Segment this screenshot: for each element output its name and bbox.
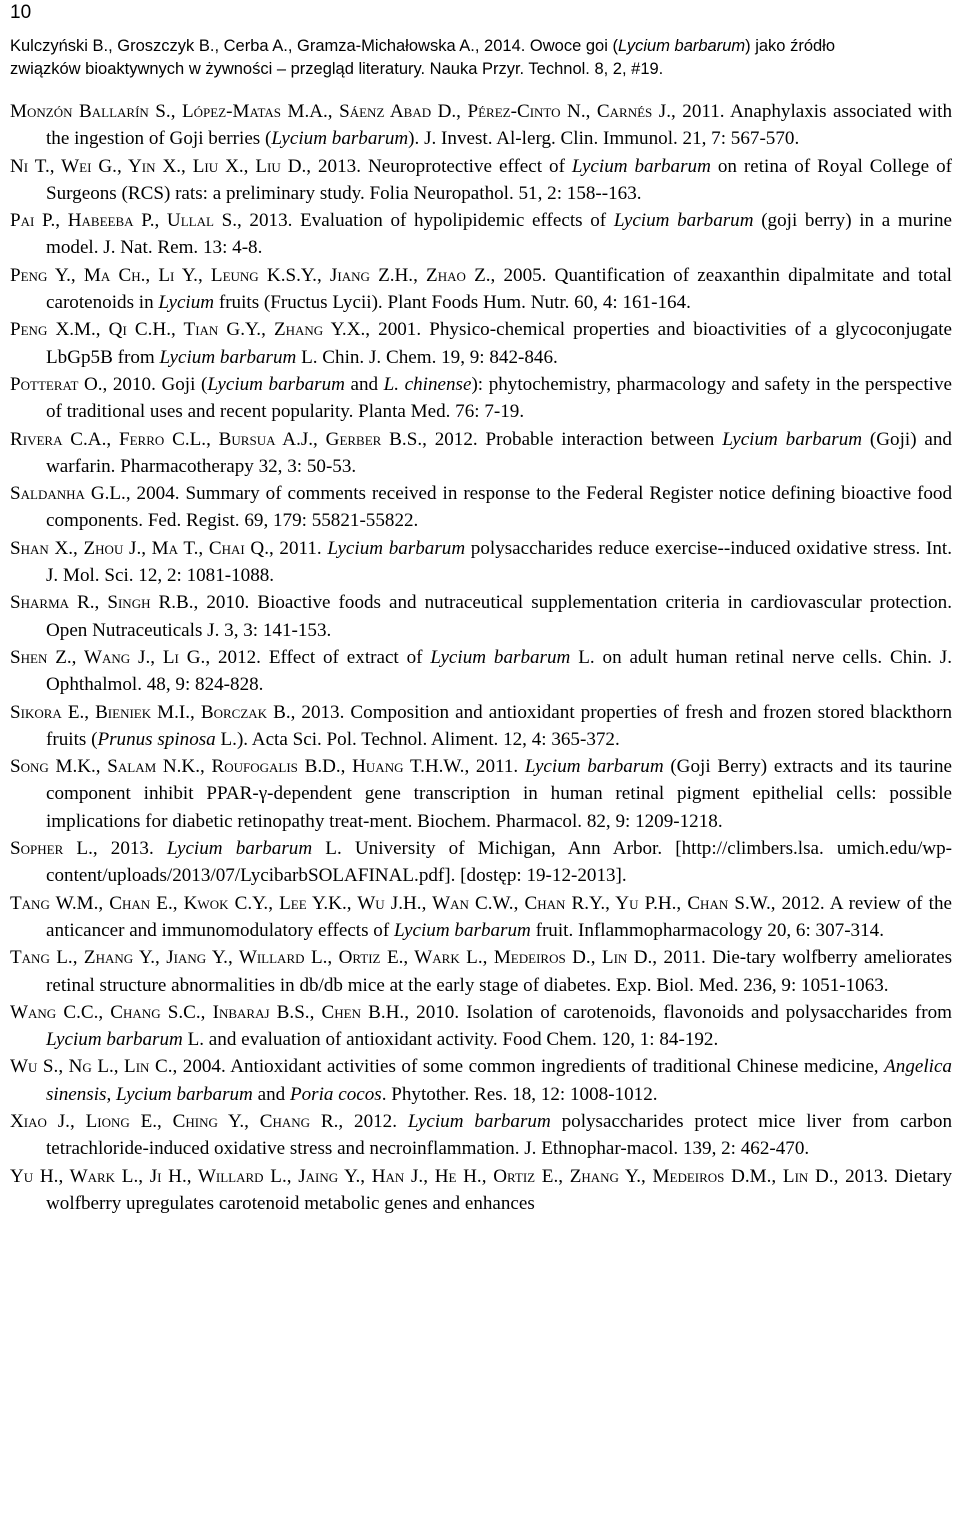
running-header	[10, 35, 950, 81]
reference-text: L. and evaluation of antioxidant activity. Food Chem. 120, 1: 84-192.	[182, 1029, 719, 1051]
reference-entry	[10, 535, 952, 590]
header-citation-line-1	[10, 35, 950, 58]
reference-italic-term: Lycium barbarum	[116, 1083, 253, 1105]
reference-entry	[10, 1053, 952, 1108]
reference-authors: Pai P., Habeeba P., Ullal S., 2013.	[10, 210, 293, 232]
reference-italic-term: Angelica sinensis	[46, 1056, 952, 1105]
reference-italic-term: Lycium barbarum	[159, 346, 297, 368]
reference-authors: Yu H., Wark L., Ji H., Willard L., Jaing Y., Han J., He H., Ortiz E., Zhang Y., Medeiros D.M., Lin D., 2013.	[10, 1165, 889, 1187]
reference-authors: Saldanha G.L., 2004.	[10, 483, 180, 505]
reference-italic-term: Poria cocos	[289, 1083, 382, 1105]
reference-text	[518, 756, 525, 777]
reference-entry	[10, 316, 952, 371]
reference-text: L.). Acta Sci. Pol. Technol. Aliment. 12, 4: 365-372.	[215, 728, 620, 750]
reference-italic-term: Lycium barbarum	[271, 128, 409, 150]
header-species-italic: Lycium barbarum	[617, 37, 746, 55]
header-text: ) jako źródło	[745, 37, 836, 55]
reference-entry	[10, 753, 952, 835]
reference-authors: Wang C.C., Chang S.C., Inbaraj B.S., Chen B.H., 2010.	[10, 1001, 460, 1023]
reference-authors: Shen Z., Wang J., Li G., 2012.	[10, 646, 261, 668]
reference-italic-term: Lycium barbarum	[407, 1110, 551, 1132]
reference-entry	[10, 1108, 952, 1163]
reference-text: A review of the anticancer and immunomodulatory effects of	[46, 892, 952, 941]
reference-authors: Sikora E., Bieniek M.I., Borczak B., 2013.	[10, 701, 345, 723]
reference-italic-term: Lycium	[158, 292, 215, 314]
reference-entry	[10, 589, 952, 644]
reference-list	[10, 98, 952, 1217]
reference-entry	[10, 835, 952, 890]
reference-text: L. Chin. J. Chem. 19, 9: 842-846.	[296, 346, 558, 368]
reference-text: Bioactive foods and nutraceutical supplementation criteria in cardiovascular protection. Open Nutraceuticals J. 3, 3: 141-153.	[46, 592, 952, 641]
reference-authors: Song M.K., Salam N.K., Roufogalis B.D., Huang T.H.W., 2011.	[10, 756, 519, 778]
reference-entry	[10, 1163, 952, 1218]
reference-text: Summary of comments received in response to the Federal Register notice defining bioactive food components. Fed. Regist. 69, 179: 55821-55822.	[46, 483, 952, 532]
reference-text: (goji berry) in a murine model. J. Nat. Rem. 13: 4-8.	[46, 210, 952, 259]
reference-entry	[10, 153, 952, 208]
reference-text: and	[252, 1083, 290, 1105]
reference-text: Isolation of carotenoids, flavonoids and polysaccharides from	[459, 1001, 952, 1023]
reference-text: Evaluation of hypolipidemic effects of	[292, 210, 614, 232]
reference-text: polysaccharides protect mice liver from carbon tetrachloride-induced oxidative stress and necroinflammation. J. Ethnophar-macol. 139, 2: 462-470.	[46, 1110, 952, 1160]
reference-text: L. University of Michigan, Ann Arbor. [http://climbers.lsa. umich.edu/wp-content/uploads/2013/07/LycibarbSOLAFINAL.pdf]. [dostęp: 19-12-2013].	[46, 838, 952, 887]
reference-text: ): phytochemistry, pharmacology and safety in the perspective of traditional uses and recent popularity. Planta Med. 76: 7-19.	[46, 373, 952, 423]
reference-text: polysaccharides reduce exercise--induced oxidative stress. Int. J. Mol. Sci. 12, 2: 1081-1088.	[46, 537, 952, 587]
reference-italic-term: Lycium barbarum	[46, 1029, 183, 1051]
reference-italic-term: Lycium barbarum	[571, 155, 711, 177]
reference-italic-term: Lycium barbarum	[430, 646, 571, 668]
reference-authors: Ni T., Wei G., Yin X., Liu X., Liu D., 2013.	[10, 155, 361, 177]
header-text: Kulczyński B., Groszczyk B., Cerba A., Gramza-Michałowska A., 2014. Owoce goi (	[10, 37, 618, 55]
reference-authors: Rivera C.A., Ferro C.L., Bursua A.J., Gerber B.S., 2012.	[10, 428, 478, 450]
reference-text: and	[344, 373, 384, 395]
reference-text: (Goji Berry) extracts and its taurine component inhibit PPAR-γ-dependent gene transcription in human retinal pigment epithelial cells: possible implications for diabetic retinopathy treat-ment. Biochem. Pharmacol. 82, 9: 1209-1218.	[46, 756, 952, 832]
reference-text: Effect of extract of	[260, 646, 431, 668]
reference-text: Probable interaction between	[477, 428, 723, 450]
reference-authors: Shan X., Zhou J., Ma T., Chai Q., 2011.	[10, 537, 322, 559]
reference-text: Antioxidant activities of some common ingredients of traditional Chinese medicine,	[225, 1056, 885, 1078]
reference-entry	[10, 480, 952, 535]
reference-authors: Potterat O., 2010.	[10, 373, 156, 395]
reference-authors: Sopher L., 2013.	[10, 838, 154, 860]
reference-text: fruit. Inflammopharmacology 20, 6: 307-314.	[530, 919, 884, 941]
reference-italic-term: Lycium barbarum	[207, 373, 345, 395]
reference-italic-term: Lycium barbarum	[394, 919, 531, 941]
reference-entry	[10, 890, 952, 945]
reference-authors: Peng X.M., Qi C.H., Tian G.Y., Zhang Y.X., 2001.	[10, 319, 422, 341]
reference-italic-term: L. chinense	[383, 373, 472, 395]
reference-italic-term: Lycium barbarum	[722, 428, 863, 450]
reference-italic-term: Lycium barbarum	[166, 838, 313, 860]
reference-text: Neuroprotective effect of	[360, 155, 572, 177]
reference-text	[397, 1111, 408, 1132]
reference-text	[154, 838, 167, 859]
page-number: 10	[10, 2, 32, 23]
reference-entry	[10, 98, 952, 153]
reference-text: L. on adult human retinal nerve cells. Chin. J. Ophthalmol. 48, 9: 824-828.	[46, 646, 952, 696]
reference-authors: Sharma R., Singh R.B., 2010.	[10, 592, 250, 614]
reference-text: fruits (Fructus Lycii). Plant Foods Hum. Nutr. 60, 4: 161-164.	[214, 292, 691, 314]
reference-entry	[10, 426, 952, 481]
reference-italic-term: Lycium barbarum	[613, 210, 754, 232]
reference-authors: Monzón Ballarín S., López-Matas M.A., Sáenz Abad D., Pérez-Cinto N., Carnés J., 2011.	[10, 101, 725, 122]
reference-text: ). J. Invest. Al-lerg. Clin. Immunol. 21, 7: 567-570.	[408, 128, 800, 150]
reference-entry	[10, 207, 952, 262]
reference-entry	[10, 999, 952, 1054]
reference-authors: Wu S., Ng L., Lin C., 2004.	[10, 1056, 226, 1078]
reference-text: Dietary wolfberry upregulates carotenoid metabolic genes and enhances	[46, 1165, 952, 1214]
reference-authors: Tang W.M., Chan E., Kwok C.Y., Lee Y.K., Wu J.H., Wan C.W., Chan R.Y., Yu P.H., Chan S.W., 2012.	[10, 892, 825, 914]
reference-authors: Tang L., Zhang Y., Jiang Y., Willard L., Ortiz E., Wark L., Medeiros D., Lin D., 2011.	[10, 947, 706, 969]
reference-italic-term: Lycium barbarum	[327, 537, 466, 559]
reference-italic-term: Lycium barbarum	[524, 756, 664, 778]
reference-text: ,	[106, 1083, 117, 1105]
reference-authors: Xiao J., Liong E., Ching Y., Chang R., 2012.	[10, 1110, 397, 1132]
reference-text: . Phytother. Res. 18, 12: 1008-1012.	[381, 1083, 658, 1105]
reference-text: Physico-chemical properties and bioactivities of a glycoconjugate LbGp5B from	[46, 319, 952, 368]
reference-entry	[10, 699, 952, 754]
reference-text: Die-tary wolfberry ameliorates retinal structure abnormalities in db/db mice at the early stage of diabetes. Exp. Biol. Med. 236, 9: 1051-1063.	[46, 947, 953, 996]
reference-text: (Goji) and warfarin. Pharmacotherapy 32, 3: 50-53.	[46, 428, 952, 477]
reference-entry	[10, 944, 952, 999]
reference-text: Goji (	[155, 373, 208, 395]
reference-italic-term: Prunus spinosa	[97, 728, 216, 750]
reference-text: Anaphylaxis associated with the ingestion of Goji berries (	[46, 101, 952, 150]
reference-entry	[10, 262, 952, 317]
reference-text: on retina of Royal College of Surgeons (RCS) rats: a preliminary study. Folia Neuropathol. 51, 2: 158--163.	[46, 155, 952, 204]
reference-text: Quantification of zeaxanthin dipalmitate and total carotenoids in	[46, 264, 952, 314]
reference-entry	[10, 644, 952, 699]
reference-text: Composition and antioxidant properties of fresh and frozen stored blackthorn fruits (	[46, 701, 952, 750]
header-citation-line-2: związków bioaktywnych w żywności – przegląd literatury. Nauka Przyr. Technol. 8, 2, #19.	[10, 60, 664, 78]
reference-entry	[10, 371, 952, 426]
reference-authors: Peng Y., Ma Ch., Li Y., Leung K.S.Y., Jiang Z.H., Zhao Z., 2005.	[10, 264, 547, 286]
